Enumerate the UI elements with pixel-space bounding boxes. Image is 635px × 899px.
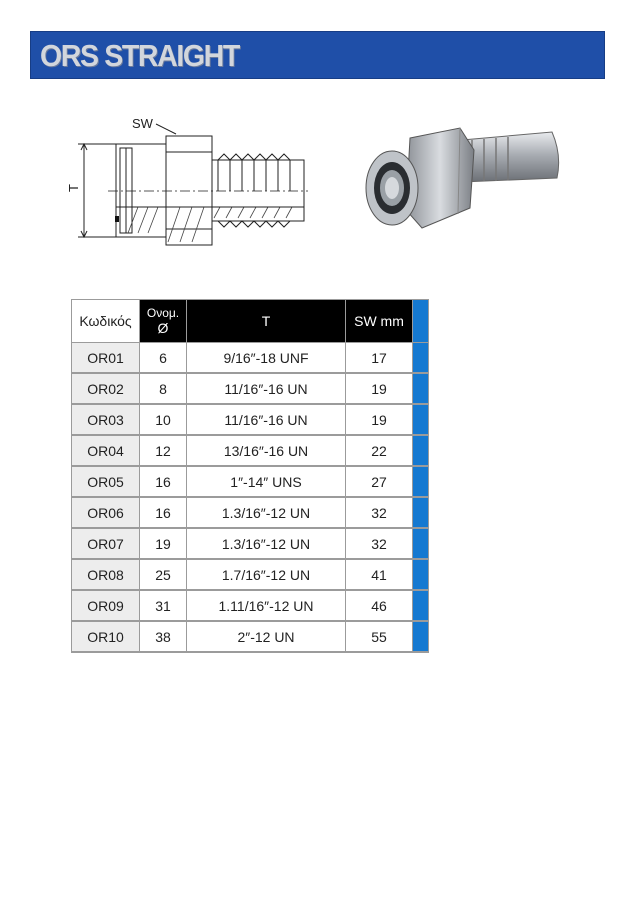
cell-nominal: 10: [140, 404, 187, 435]
cell-thread: 11/16″-16 UN: [187, 373, 346, 404]
header-nominal-line2: Ø: [157, 319, 169, 336]
technical-drawing: [68, 112, 313, 247]
header-sw: SW mm: [346, 300, 413, 343]
cell-thread: 1.7/16″-12 UN: [187, 559, 346, 590]
cell-thread: 11/16″-16 UN: [187, 404, 346, 435]
header-code: Κωδικός: [72, 300, 140, 343]
cell-nominal: 16: [140, 466, 187, 497]
accent-bar: [413, 559, 429, 590]
sw-label: SW: [132, 116, 153, 131]
cell-nominal: 16: [140, 497, 187, 528]
accent-bar: [413, 466, 429, 497]
page-title: ORS STRAIGHT: [40, 38, 239, 73]
cell-sw: 32: [346, 528, 413, 559]
accent-bar: [413, 528, 429, 559]
header-thread: T: [187, 300, 346, 343]
table-row: [72, 559, 429, 590]
accent-bar: [413, 300, 429, 343]
cell-nominal: 12: [140, 435, 187, 466]
cell-code: OR02: [72, 373, 140, 404]
accent-bar: [413, 590, 429, 621]
spec-table: [71, 299, 429, 653]
cell-nominal: 25: [140, 559, 187, 590]
cell-thread: 2″-12 UN: [187, 621, 346, 652]
cell-nominal: 8: [140, 373, 187, 404]
cell-code: OR08: [72, 559, 140, 590]
table-row: [72, 373, 429, 404]
table-row: [72, 466, 429, 497]
cell-nominal: 6: [140, 343, 187, 374]
cell-sw: 46: [346, 590, 413, 621]
accent-bar: [413, 435, 429, 466]
accent-bar: [413, 497, 429, 528]
cell-code: OR04: [72, 435, 140, 466]
cell-code: OR01: [72, 343, 140, 374]
cell-thread: 1.3/16″-12 UN: [187, 528, 346, 559]
cell-code: OR10: [72, 621, 140, 652]
accent-bar: [413, 373, 429, 404]
cell-thread: 1.3/16″-12 UN: [187, 497, 346, 528]
table-row: [72, 497, 429, 528]
accent-bar: [413, 404, 429, 435]
cell-thread: 13/16″-16 UN: [187, 435, 346, 466]
table-row: [72, 621, 429, 652]
cell-nominal: 38: [140, 621, 187, 652]
cell-sw: 17: [346, 343, 413, 374]
header-nominal-line1: Ονομ.: [146, 305, 180, 320]
cell-sw: 41: [346, 559, 413, 590]
cell-thread: 9/16″-18 UNF: [187, 343, 346, 374]
cell-sw: 19: [346, 404, 413, 435]
table-row: [72, 590, 429, 621]
cell-nominal: 31: [140, 590, 187, 621]
cell-code: OR03: [72, 404, 140, 435]
cell-thread: 1″-14″ UNS: [187, 466, 346, 497]
product-photo: [362, 120, 567, 235]
cell-code: OR09: [72, 590, 140, 621]
accent-bar: [413, 343, 429, 374]
cell-code: OR06: [72, 497, 140, 528]
table-row: [72, 343, 429, 374]
cell-code: OR05: [72, 466, 140, 497]
header-nominal: [140, 300, 187, 343]
cell-sw: 32: [346, 497, 413, 528]
cell-nominal: 19: [140, 528, 187, 559]
table-row: [72, 435, 429, 466]
accent-bar: [413, 621, 429, 652]
title-banner: [30, 31, 605, 79]
cell-sw: 22: [346, 435, 413, 466]
cell-sw: 27: [346, 466, 413, 497]
cell-sw: 19: [346, 373, 413, 404]
table-row: [72, 404, 429, 435]
cell-thread: 1.11/16″-12 UN: [187, 590, 346, 621]
cell-sw: 55: [346, 621, 413, 652]
cell-code: OR07: [72, 528, 140, 559]
t-label: T: [66, 184, 81, 192]
table-row: [72, 528, 429, 559]
